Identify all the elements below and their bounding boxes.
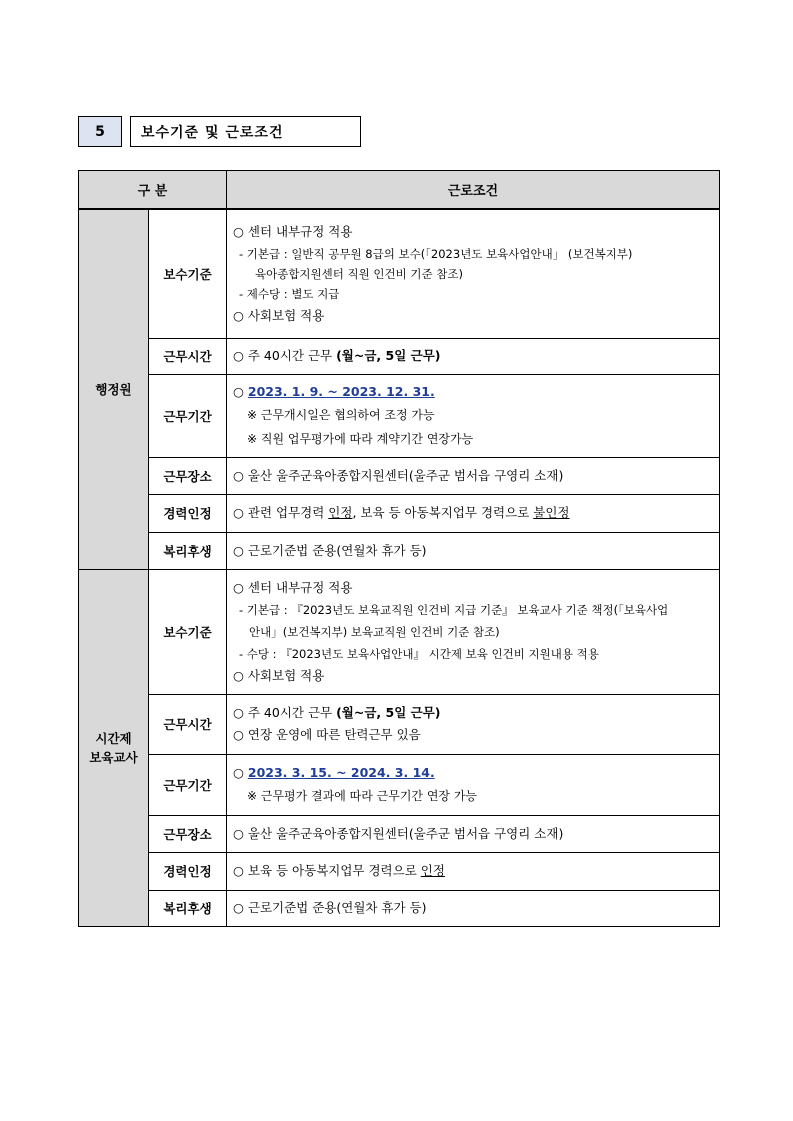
group-parttime-line2: 보육교사 (89, 749, 138, 765)
group-admin: 행정원 (79, 209, 149, 569)
admin-period-row (79, 374, 720, 457)
parttime-pay-line5: ○ 사회보험 적용 (233, 667, 325, 683)
admin-career-label: 경력인정 (149, 494, 227, 532)
admin-place-content (227, 457, 720, 494)
header-category: 구 분 (79, 171, 227, 210)
admin-welfare-label: 복리후생 (149, 532, 227, 569)
conditions-table (78, 170, 720, 927)
parttime-place-row (79, 815, 720, 852)
admin-hours-label: 근무시간 (149, 338, 227, 374)
admin-pay-line3: 육아종합지원센터 직원 인건비 기준 참조) (255, 266, 463, 281)
parttime-welfare-text: ○ 근로기준법 준용(연월차 휴가 등) (233, 900, 427, 915)
parttime-pay-content (227, 569, 720, 694)
admin-period-content (227, 374, 720, 457)
admin-career-text-c: , 보육 등 아동복지업무 경력으로 (352, 505, 534, 520)
parttime-pay-line3: 안내」(보건복지부) 보육교직원 인건비 기준 참조) (249, 624, 500, 639)
parttime-hours-flex: ○ 연장 운영에 따른 탄력근무 있음 (233, 727, 421, 742)
parttime-period-mark: ○ (233, 764, 248, 780)
parttime-period-row (79, 754, 720, 815)
parttime-pay-line1: ○ 센터 내부규정 적용 (233, 579, 353, 595)
admin-period-note2: ※ 직원 업무평가에 따라 계약기간 연장가능 (247, 431, 474, 446)
parttime-pay-label: 보수기준 (149, 569, 227, 694)
section-number: 5 (78, 116, 122, 147)
admin-career-text-a: ○ 관련 업무경력 (233, 505, 329, 520)
admin-pay-line4: - 제수당 : 별도 지급 (239, 286, 340, 301)
admin-career-content (227, 494, 720, 532)
admin-hours-content (227, 338, 720, 374)
header-conditions: 근로조건 (227, 171, 720, 210)
admin-pay-line1: ○ 센터 내부규정 적용 (233, 223, 353, 239)
parttime-career-recognized: 인정 (420, 863, 445, 878)
parttime-welfare-content (227, 890, 720, 926)
parttime-pay-line2: - 기본급 : 『2023년도 보육교직원 인건비 지급 기준』 보육교사 기준 책정(「보육사업 (239, 602, 669, 617)
admin-career-recognized: 인정 (328, 505, 353, 520)
parttime-hours-content (227, 694, 720, 754)
group-parttime-line1: 시간제 (95, 730, 132, 746)
parttime-hours-row (79, 694, 720, 754)
admin-period-dates: 2023. 1. 9. ~ 2023. 12. 31. (247, 383, 435, 399)
parttime-hours-label: 근무시간 (149, 694, 227, 754)
parttime-career-label: 경력인정 (149, 852, 227, 890)
admin-hours-days: (월~금, 5일 근무) (336, 348, 441, 363)
parttime-place-text: ○ 울산 울주군육아종합지원센터(울주군 범서읍 구영리 소재) (233, 825, 564, 841)
parttime-place-content (227, 815, 720, 852)
parttime-career-row (79, 852, 720, 890)
admin-period-label: 근무기간 (149, 374, 227, 457)
admin-pay-line2: - 기본급 : 일반직 공무원 8급의 보수(「2023년도 보육사업안내」 (보건복지부) (239, 246, 633, 261)
admin-place-label: 근무장소 (149, 457, 227, 494)
admin-welfare-content (227, 532, 720, 569)
parttime-welfare-label: 복리후생 (149, 890, 227, 926)
parttime-hours-text: ○ 주 40시간 근무 (233, 705, 337, 720)
admin-pay-label: 보수기준 (149, 209, 227, 338)
admin-career-row (79, 494, 720, 532)
parttime-period-note1: ※ 근무평가 결과에 따라 근무기간 연장 가능 (247, 788, 478, 803)
admin-welfare-text: ○ 근로기준법 준용(연월차 휴가 등) (233, 542, 427, 558)
admin-period-mark: ○ (233, 383, 248, 399)
table-header-row (79, 171, 720, 210)
section-title: 보수기준 및 근로조건 (130, 116, 361, 147)
parttime-period-content (227, 754, 720, 815)
admin-pay-row (79, 209, 720, 338)
admin-welfare-row (79, 532, 720, 569)
parttime-career-text-a: ○ 보육 등 아동복지업무 경력으로 (233, 863, 421, 878)
admin-pay-content (227, 209, 720, 338)
parttime-pay-row (79, 569, 720, 694)
admin-hours-row (79, 338, 720, 374)
admin-place-text: ○ 울산 울주군육아종합지원센터(울주군 범서읍 구영리 소재) (233, 467, 564, 483)
parttime-pay-line4: - 수당 : 『2023년도 보육사업안내』 시간제 보육 인건비 지원내용 적용 (239, 646, 599, 661)
parttime-hours-days: (월~금, 5일 근무) (336, 705, 441, 720)
parttime-welfare-row (79, 890, 720, 926)
parttime-period-label: 근무기간 (149, 754, 227, 815)
group-parttime (79, 569, 149, 926)
admin-period-note1: ※ 근무개시일은 협의하여 조정 가능 (247, 407, 435, 422)
parttime-period-dates: 2023. 3. 15. ~ 2024. 3. 14. (247, 764, 435, 780)
admin-pay-line5: ○ 사회보험 적용 (233, 307, 325, 323)
admin-place-row (79, 457, 720, 494)
admin-hours-text: ○ 주 40시간 근무 (233, 348, 337, 363)
admin-career-not-recognized: 불인정 (533, 505, 570, 520)
parttime-career-content (227, 852, 720, 890)
parttime-place-label: 근무장소 (149, 815, 227, 852)
